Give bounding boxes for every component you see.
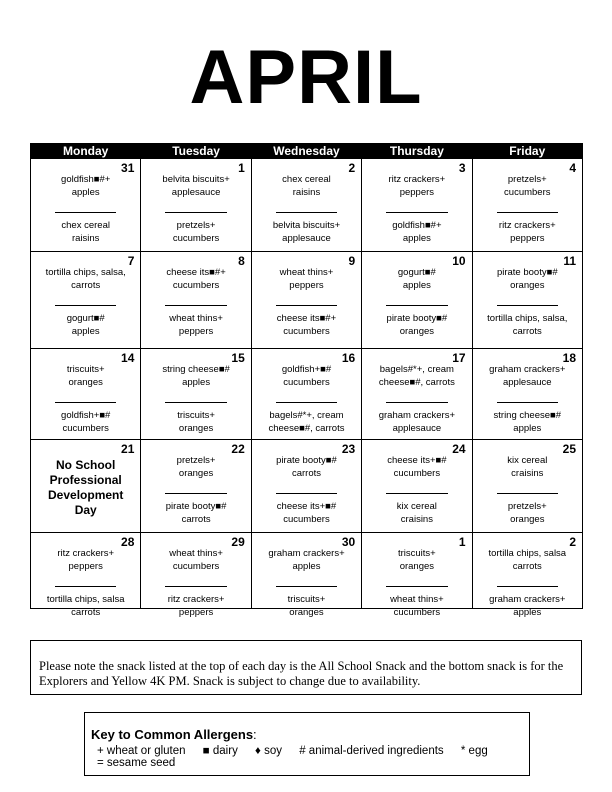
weekday-thursday: Thursday	[362, 144, 472, 159]
snack-line: goldfish+■#	[281, 364, 332, 375]
explorers-snack	[477, 409, 578, 435]
snack-divider	[276, 586, 337, 587]
snack-line: apples	[402, 280, 431, 291]
explorers-snack	[145, 312, 246, 338]
snack-line: cheese■#, carrots	[378, 377, 455, 388]
snack-line: gogurt■#	[397, 267, 436, 278]
all-school-snack	[366, 173, 467, 199]
all-school-snack	[145, 454, 246, 480]
snack-line: applesauce	[392, 423, 442, 434]
all-school-snack	[35, 363, 136, 389]
day-number: 16	[341, 351, 356, 365]
all-school-snack	[256, 363, 357, 389]
allergen-sesame: = sesame seed	[97, 757, 176, 769]
snack-line: chex cereal	[282, 174, 331, 185]
day-cell	[472, 252, 582, 349]
snack-line: oranges	[178, 468, 214, 479]
snack-line: applesauce	[502, 377, 552, 388]
weekday-tuesday: Tuesday	[141, 144, 251, 159]
day-number: 22	[231, 442, 245, 456]
snack-line: peppers	[289, 280, 324, 291]
day-cell	[141, 533, 251, 618]
snack-divider	[276, 305, 337, 306]
snack-line: triscuits+	[66, 364, 105, 375]
snack-divider	[497, 493, 558, 494]
all-school-snack	[256, 547, 357, 573]
day-number: 14	[121, 351, 135, 365]
allergen-key-items	[91, 745, 523, 769]
snack-line: string cheese■#	[162, 364, 230, 375]
day-number: 23	[341, 442, 356, 456]
explorers-snack	[35, 593, 136, 619]
snack-line: oranges	[510, 514, 545, 525]
day-number: 17	[452, 351, 466, 365]
day-number: 28	[121, 535, 135, 549]
no-school-notice	[35, 458, 136, 518]
explorers-snack	[366, 500, 467, 526]
day-number: 8	[238, 254, 245, 268]
snack-line: bagels#*+, cream	[269, 410, 344, 421]
snack-line: pirate booty■#	[386, 313, 448, 324]
day-number: 7	[127, 254, 135, 268]
no-school-line: Professional	[49, 473, 122, 487]
snack-divider	[165, 305, 226, 306]
snack-line: pretzels+	[507, 174, 547, 185]
snack-line: apples	[292, 561, 321, 572]
explorers-snack	[145, 409, 246, 435]
snack-line: tortilla chips, salsa	[488, 548, 567, 559]
snack-line: carrots	[291, 468, 321, 479]
snack-line: triscuits+	[397, 548, 436, 559]
snack-divider	[165, 402, 226, 403]
all-school-snack	[145, 363, 246, 389]
allergen-soy: ♦ soy	[255, 745, 282, 757]
all-school-snack	[35, 266, 136, 292]
snack-line: tortilla chips, salsa,	[487, 313, 568, 324]
week-row	[31, 159, 583, 252]
day-number: 1	[458, 535, 466, 549]
day-number: 15	[231, 351, 245, 365]
snack-line: oranges	[68, 377, 103, 388]
snack-line: apples	[513, 423, 542, 434]
snack-line: graham crackers+	[268, 548, 345, 559]
snack-line: ritz crackers+	[167, 594, 225, 605]
snack-line: cheese its+■#	[276, 501, 337, 512]
day-cell	[141, 440, 251, 533]
snack-line: cucumbers	[504, 187, 551, 198]
snack-line: pirate booty■#	[276, 455, 337, 466]
allergen-dairy: ■ dairy	[202, 745, 238, 757]
snack-line: oranges	[510, 280, 545, 291]
day-number: 21	[121, 442, 135, 456]
snack-line: cucumbers	[283, 514, 330, 525]
day-number: 25	[562, 442, 576, 456]
snack-line: carrots	[181, 514, 211, 525]
day-cell	[31, 533, 141, 618]
snack-line: cheese its■#+	[166, 267, 226, 278]
snack-line: pretzels+	[507, 501, 547, 512]
snack-line: tortilla chips, salsa,	[45, 267, 126, 278]
allergen-wheat: + wheat or gluten	[97, 745, 186, 757]
snack-line: applesauce	[171, 187, 221, 198]
day-cell	[31, 252, 141, 349]
all-school-snack	[366, 547, 467, 573]
allergen-key	[84, 712, 530, 776]
all-school-snack	[366, 363, 467, 389]
snack-line: craisins	[511, 468, 544, 479]
day-number: 29	[231, 535, 245, 549]
day-cell	[362, 252, 472, 349]
snack-line: ritz crackers+	[388, 174, 446, 185]
snack-line: cucumbers	[283, 326, 330, 337]
snack-divider	[276, 212, 337, 213]
snack-calendar	[30, 143, 583, 618]
snack-line: kix cereal	[507, 455, 548, 466]
snack-line: peppers	[510, 233, 545, 244]
snack-divider	[165, 493, 226, 494]
snack-divider	[55, 586, 116, 587]
explorers-snack	[256, 593, 357, 619]
week-row	[31, 349, 583, 440]
day-cell	[251, 159, 361, 252]
day-number: 9	[348, 254, 356, 268]
allergen-key-colon: :	[253, 727, 257, 742]
snack-line: cheese its■#+	[276, 313, 337, 324]
day-cell	[251, 440, 361, 533]
snack-line: peppers	[178, 607, 214, 618]
all-school-snack	[145, 266, 246, 292]
weekday-monday: Monday	[31, 144, 141, 159]
all-school-snack	[256, 454, 357, 480]
snack-line: apples	[71, 187, 100, 198]
day-number: 1	[238, 161, 245, 175]
snack-line: ritz crackers+	[57, 548, 115, 559]
snack-line: cheese■#, carrots	[268, 423, 345, 434]
snack-line: goldfish■#+	[61, 174, 111, 185]
day-cell	[251, 533, 361, 618]
snack-divider	[276, 493, 337, 494]
all-school-snack	[366, 454, 467, 480]
all-school-snack	[477, 547, 578, 573]
day-number: 3	[458, 161, 466, 175]
snack-line: belvita biscuits+	[272, 220, 341, 231]
explorers-snack	[35, 312, 136, 338]
snack-line: oranges	[289, 607, 324, 618]
snack-line: cucumbers	[393, 468, 441, 479]
day-cell	[472, 349, 582, 440]
day-cell	[362, 159, 472, 252]
day-number: 18	[562, 351, 576, 365]
snack-line: craisins	[400, 514, 433, 525]
snack-line: pretzels+	[176, 220, 216, 231]
snack-line: cucumbers	[172, 280, 220, 291]
snack-line: oranges	[399, 326, 435, 337]
no-school-line: Day	[74, 503, 97, 517]
week-row	[31, 440, 583, 533]
day-cell	[141, 159, 251, 252]
snack-divider	[55, 305, 116, 306]
snack-line: cheese its+■#	[387, 455, 447, 466]
all-school-snack	[35, 173, 136, 199]
day-number: 10	[452, 254, 466, 268]
day-cell	[141, 252, 251, 349]
snack-line: apples	[513, 607, 542, 618]
snack-line: graham crackers+	[489, 364, 566, 375]
snack-divider	[386, 402, 447, 403]
all-school-snack	[366, 266, 467, 292]
day-number: 30	[341, 535, 356, 549]
day-number: 2	[569, 535, 576, 549]
snack-line: apples	[71, 326, 100, 337]
page-title: APRIL	[189, 35, 423, 120]
snack-line: cucumbers	[172, 233, 220, 244]
day-cell	[362, 349, 472, 440]
snack-line: wheat thins+	[390, 594, 444, 605]
explorers-snack	[145, 593, 246, 619]
explorers-snack	[477, 219, 578, 245]
snack-divider	[165, 586, 226, 587]
snack-line: goldfish■#+	[392, 220, 442, 231]
day-cell	[251, 349, 361, 440]
all-school-snack	[477, 173, 578, 199]
explorers-snack	[145, 500, 246, 526]
explorers-snack	[477, 593, 578, 619]
snack-line: tortilla chips, salsa	[46, 594, 125, 605]
weekday-wednesday: Wednesday	[251, 144, 361, 159]
day-number: 24	[452, 442, 466, 456]
all-school-snack	[256, 266, 357, 292]
day-cell	[141, 349, 251, 440]
snack-line: kix cereal	[396, 501, 437, 512]
day-cell	[31, 349, 141, 440]
explorers-snack	[477, 312, 578, 338]
day-cell	[31, 440, 141, 533]
allergen-egg: * egg	[460, 745, 488, 757]
weekday-friday: Friday	[472, 144, 582, 159]
explorers-snack	[256, 500, 357, 526]
day-cell	[31, 159, 141, 252]
day-cell	[251, 252, 361, 349]
all-school-snack	[256, 173, 357, 199]
snack-line: ritz crackers+	[498, 220, 556, 231]
snack-line: graham crackers+	[378, 410, 456, 421]
all-school-snack	[477, 363, 578, 389]
snack-divider	[55, 402, 116, 403]
snack-line: peppers	[68, 561, 103, 572]
snack-line: carrots	[71, 280, 101, 291]
snack-divider	[386, 212, 447, 213]
snack-divider	[497, 305, 558, 306]
explorers-snack	[256, 312, 357, 338]
explorers-snack	[366, 219, 467, 245]
snack-line: pretzels+	[176, 455, 216, 466]
snack-line: string cheese■#	[493, 410, 562, 421]
explorers-snack	[256, 409, 357, 435]
snack-divider	[386, 586, 447, 587]
snack-line: pirate booty■#	[165, 501, 227, 512]
snack-line: applesauce	[282, 233, 331, 244]
snack-line: peppers	[399, 187, 435, 198]
snack-divider	[276, 402, 337, 403]
week-row	[31, 252, 583, 349]
allergen-animal: # animal-derived ingredients	[299, 745, 444, 757]
all-school-snack	[477, 266, 578, 292]
snack-line: wheat thins+	[169, 313, 223, 324]
snack-line: raisins	[71, 233, 100, 244]
explorers-snack	[366, 312, 467, 338]
snack-divider	[55, 212, 116, 213]
day-number: 31	[121, 161, 135, 175]
snack-divider	[386, 493, 447, 494]
snack-divider	[165, 212, 226, 213]
snack-line: carrots	[71, 607, 101, 618]
snack-note: Please note the snack listed at the top of each day is the All School Snack and the bottom snack is for the Explorers and Yellow 4K PM. Snack is subject to change due to availability.	[30, 640, 582, 695]
allergen-key-title	[91, 727, 523, 742]
explorers-snack	[145, 219, 246, 245]
snack-line: wheat thins+	[169, 548, 223, 559]
all-school-snack	[145, 173, 246, 199]
snack-line: goldfish+■#	[61, 410, 111, 421]
week-row	[31, 533, 583, 609]
snack-line: cucumbers	[172, 561, 220, 572]
explorers-snack	[366, 593, 467, 619]
snack-line: chex cereal	[61, 220, 110, 231]
snack-divider	[497, 586, 558, 587]
snack-line: carrots	[512, 561, 542, 572]
snack-line: pirate booty■#	[496, 267, 558, 278]
snack-line: apples	[182, 377, 211, 388]
snack-divider	[497, 212, 558, 213]
snack-divider	[497, 402, 558, 403]
snack-line: gogurt■#	[66, 313, 105, 324]
explorers-snack	[35, 219, 136, 245]
day-number: 11	[563, 254, 576, 268]
explorers-snack	[35, 409, 136, 435]
all-school-snack	[145, 547, 246, 573]
all-school-snack	[35, 547, 136, 573]
explorers-snack	[477, 500, 578, 526]
day-cell	[472, 533, 582, 618]
all-school-snack	[477, 454, 578, 480]
snack-line: cucumbers	[393, 607, 441, 618]
snack-line: carrots	[512, 326, 542, 337]
allergen-key-title-text: Key to Common Allergens	[91, 727, 254, 742]
snack-line: raisins	[292, 187, 321, 198]
snack-line: cucumbers	[283, 377, 330, 388]
snack-divider	[386, 305, 447, 306]
day-number: 4	[569, 161, 576, 175]
day-cell	[472, 440, 582, 533]
snack-line: oranges	[399, 561, 435, 572]
day-number: 2	[348, 161, 356, 175]
day-cell	[362, 440, 472, 533]
explorers-snack	[366, 409, 467, 435]
snack-line: wheat thins+	[279, 267, 334, 278]
snack-line: peppers	[178, 326, 214, 337]
explorers-snack	[256, 219, 357, 245]
day-cell	[472, 159, 582, 252]
snack-line: cucumbers	[62, 423, 109, 434]
weekday-header-row	[31, 144, 583, 159]
no-school-line: No School	[56, 458, 116, 472]
snack-line: apples	[402, 233, 431, 244]
snack-line: belvita biscuits+	[162, 174, 230, 185]
snack-line: graham crackers+	[489, 594, 566, 605]
snack-line: oranges	[178, 423, 214, 434]
snack-line: triscuits+	[177, 410, 215, 421]
snack-line: bagels#*+, cream	[379, 364, 454, 375]
no-school-line: Development	[48, 488, 124, 502]
day-cell	[362, 533, 472, 618]
snack-line: triscuits+	[287, 594, 326, 605]
